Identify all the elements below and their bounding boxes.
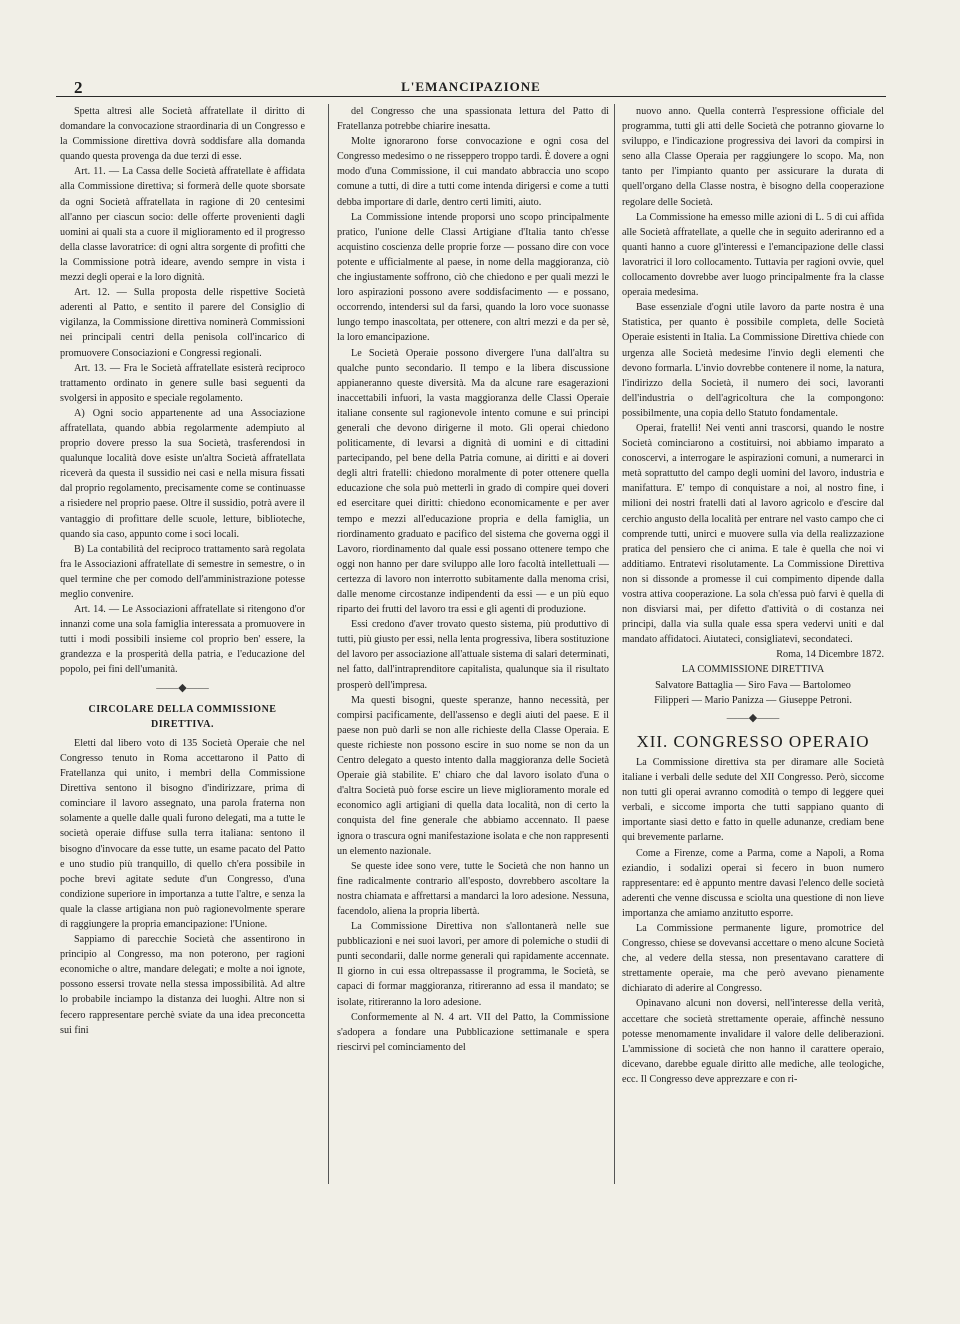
column-divider	[328, 104, 329, 1184]
page-header	[56, 76, 886, 97]
paragraph: La Commissione Direttiva non s'allontanerà nelle sue pubblicazioni e nei suoi lavori, per amore di polemiche o studii di punti secondarii, dalle norme generali qui rapidamente accennate. Il giorno in cui essa oltrepassasse il programma, le Società, se capaci di formar maggioranza, ritireranno ad essa il mandato; se isolate, ritireranno la loro adesione.	[337, 921, 609, 1008]
paragraph: Opinavano alcuni non doversi, nell'interesse della verità, accettare che società strettamente operaie, affinchè nessuno potesse menomamente invalidare il valore delle deliberazioni. L'ammissione di società che non hanno il carattere operaio, dicevano, darebbe eguale diritto alle mediche, alle teologiche, ecc. Il Congresso deve apprezzare e con ri-	[622, 998, 884, 1085]
signature-names: Filipperi — Mario Panizza — Giuseppe Petroni.	[654, 694, 852, 706]
paragraph: La Commissione intende proporsi uno scopo principalmente pratico, l'unione delle Classi Artigiane d'Italia tanto ch'esse acquistino coscienza delle proprie forze — possano dire con voce potente e ufficialmente al paese, in nome della maggioranza, ciò che ingiustamente soffrono, ciò che chiedono e per quali mezzi le loro aspirazioni possono avere soddisfacimento — e possano, occorrendo, intendersi sul da farsi, quando la loro voce suonasse lungo tempo inascoltata, per ottenere, con altri mezzi e da per sè, la loro emancipazione.	[337, 211, 609, 344]
section-heading: XII. CONGRESSO OPERAIO	[636, 731, 870, 751]
paragraph: nuovo anno. Quella conterrà l'espressione officiale del programma, tutti gli atti delle Società che potranno giovarne lo sviluppo, e l'indicazione progressiva dei lavori da compirsi in seno alla Classe Operaia per raggiungere lo scopo. Ma, non tanto per l'impianto quanto per assicurare la durata di quell'organo della Classe nostra, è bisogno della cooperazione regolare delle Società.	[622, 106, 884, 208]
column-2	[337, 104, 609, 1204]
paragraph: La Commissione ha emesso mille azioni di L. 5 di cui affida alle Società affratellate, a quelle che in seguito aderiranno ed a quanti hanno a cuore gl'interessi e l'emancipazione delle classi lavoratrici il loro collocamento. Tuttavia per ragioni ovvie, quel collocamento dovrebbe aver luogo principalmente fra la classe operaia medesima.	[622, 211, 884, 299]
paragraph: La Commissione direttiva sta per diramare alle Società italiane i verbali delle sedute del XII Congresso. Però, siccome non tutti gli operai avranno comodità o tempo di leggere quei verbali, e siccome importa che tutti sappiano quanto di importante siasi detto e fatto in quelle adunanze, crediam bene qui brevemente parlarne.	[622, 756, 884, 844]
paragraph: del Congresso che una spassionata lettura del Patto di Fratellanza potrebbe chiarire inesatta.	[337, 106, 609, 133]
paragraph: Come a Firenze, come a Parma, come a Napoli, a Roma eziandio, i sodalizi operai si fecero in buon numero rappresentare: ed è appunto mentre davasi l'elenco delle società aderenti che venne discussa e sciolta una questione di non lieve importanza che amiamo anzitutto esporre.	[622, 847, 884, 919]
column-3	[622, 104, 884, 1204]
paragraph: Molte ignorarono forse convocazione e ogni cosa del Congresso medesimo o ne risseppero troppo tardi. È dovere a ogni modo d'una Commissione, il cui mandato abbraccia uno scopo comune a tutti, di dire a tutti come intenda dirigersi e come a tutti debba importare di darle, dentro certi limiti, aiuto.	[337, 136, 609, 208]
paragraph: La Commissione permanente ligure, promotrice del Congresso, chiese se dovevansi accettare o meno alcune Società che, al vedere della stessa, non presentavano carattere di strettamente operaie, ma che però avevano pienamente dichiarato di aderire al Congresso.	[622, 922, 884, 995]
paragraph: Le Società Operaie possono divergere l'una dall'altra su qualche punto secondario. Il tempo e la libera discussione appianeranno queste diversità. Ma da alcune rare esagerazioni inaccettabili infuori, la vasta maggioranza delle Classi Operaie italiane consente sul ragionevole intento comune e sui principi generali che devono dirigerne il moto. Gli operai chiedono politicamente, di levarsi a dignità di uomini e di cittadini partecipando, pel bene della Patria comune, ai diritti e ai doveri degli altri fratelli: chiedono moralmente di poter ottenere quella educazione che sola può metterli in grado di compire quei doveri ed esercitare quei diritti: chiedono economicamente e per aver tempo e mezzi all'educazione propria e della famiglia, un riordinamento graduato e pacifico del sistema che governa oggi il Lavoro, riordinamento dal quale essi possano ottenere tempo che oggi non hanno per dare sviluppo alle loro facoltà intellettuali — certezza di lavoro non interrotto subitamente dalla menoma crisi, dalle menome circostanze indipendenti da essi — e un più equo riparto dei frutti del lavoro tra essi e gli agenti di produzione.	[337, 347, 609, 616]
dateline: Roma, 14 Dicembre 1872.	[776, 649, 884, 661]
column-1	[60, 104, 305, 1204]
paragraph: B) La contabilità del reciproco trattamento sarà regolata fra le Associazioni affratellate di semestre in semestre, o in quel termine che per comodo dell'amministrazione potesse meglio convenire.	[60, 543, 305, 600]
ornament-divider: ——◆——	[156, 681, 209, 694]
paragraph: Spetta altresì alle Società affratellate il diritto di domandare la convocazione straordinaria di un Congresso e la Commissione direttiva dovrà soddisfare alla domanda quando questa provenga da due terzi di esse.	[60, 106, 305, 163]
paragraph: Art. 14. — Le Associazioni affratellate si ritengono d'or innanzi come una sola famiglia interessata a promuovere in tutti i modi possibili insieme col proprio ben' essere, la grandezza e la prosperità della patria, e l'educazione del popolo, pei fini dell'umanità.	[60, 604, 305, 676]
newspaper-title: L'EMANCIPAZIONE	[401, 79, 541, 94]
paragraph: Sappiamo di parecchie Società che assentirono in principio al Congresso, ma non poterono, per ragioni economiche o altre, mandare delegati; e molte a noi ignote, possono essersi trovate nella stessa impossibilità. Ad altre lo probabile inciampo la distanza dei luoghi. Altre non si fecero rappresentare perchè sviate da una idea preconcetta sui fini	[60, 934, 305, 1036]
signature-title: LA COMMISSIONE DIRETTIVA	[681, 664, 825, 676]
paragraph: Ma questi bisogni, queste speranze, hanno necessità, per compirsi pacificamente, dell'assenso e degli aiuti del paese. E il paese non può darli se non alle richieste della Classe Operaia. E queste richieste non possono escire in suo nome se non da un Centro delegato a questo intento dalla maggioranza delle Società Operaie già stabilite. E' chiaro che dal lavoro isolato d'una o d'altra Società può forse escire un lieve miglioramento morale ed economico agli artigiani di quella data località, non di certo la conquista del fine generale che abbiamo accennato. Il paese ignora o trascura ogni manifestazione isolata e che non rappresenti un elemento nazionale.	[337, 694, 609, 857]
paragraph: Art. 12. — Sulla proposta delle rispettive Società aderenti al Patto, e sentito il parere del Consiglio di vigilanza, la Commissione direttiva nominerà Commissioni nei principali centri della penisola coll'incarico di promuovere Consociazioni e Congressi regionali.	[60, 287, 305, 359]
column-divider	[614, 104, 615, 1184]
paragraph: Se queste idee sono vere, tutte le Società che non hanno un fine radicalmente contrario all'esposto, dovrebbero ascoltare la nostra chiamata e affrettarsi a mandarci la loro adesione. Nessuna, facendolo, aliena la propria libertà.	[337, 860, 609, 917]
paragraph: Art. 13. — Fra le Società affratellate esisterà reciproco trattamento ordinato in genere sulle basi seguenti da svolgersi in apposito e speciale regolamento.	[60, 362, 305, 404]
paragraph: Conformemente al N. 4 art. VII del Patto, la Commissione s'adopera a fondare una Pubblicazione settimanale e spera riescirvi pel cominciamento del	[337, 1011, 609, 1053]
page-number: 2	[74, 78, 83, 97]
signature-names: Salvatore Battaglia — Siro Fava — Bartolomeo	[655, 679, 851, 691]
paragraph: Eletti dal libero voto di 135 Società Operaie che nel Congresso tenuto in Roma accettarono il Patto di Fratellanza qui unito, i membri della Commissione Direttiva sentono il bisogno d'indirizzare, prima di cominciare il lavoro assegnato, una parola fraterna non solamente a quelle dalle quali furono delegati, ma a tutte le società operaie diffuse sulla terra italiana: sentono il bisogno d'invocare da esse tutte, un esame pacato del Patto e uno studio più tranquillo, di quello ch'era possibile in poche brevi agitate sedute d'un Congresso, d'una condizione superiore in importanza a tutte l'altre, e senza la quale la classe artigiana non può ragionevolmente sperare di raggiungere la propria emancipazione: l'Unione.	[60, 737, 305, 930]
section-heading: CIRCOLARE DELLA COMMISSIONE DIRETTIVA.	[88, 703, 277, 730]
paragraph: Art. 11. — La Cassa delle Società affratellate è affidata alla Commissione direttiva; si formerà delle quote sborsate da ogni Società affratellata in ragione di 20 centesimi all'anno per ciascun socio: delle offerte provenienti dagli uomini ai quali sta a cuore il miglioramento ed il progresso della classe lavoratrice: di ogni altra sorgente di profitti che la Commissione potrà ideare, avendo sempre in vista i mezzi degli operai e la loro dignità.	[60, 166, 305, 284]
paragraph: Operai, fratelli! Nei venti anni trascorsi, quando le nostre Società cominciarono a costituirsi, noi abbiamo imparato a conoscervi, a interrogare le aspirazioni comuni, a numerarci in metà soprattutto del campo degli uomini del lavoro, industria e manifattura. E' tempo di conquistare a noi, al nostro fine, i milioni dei nostri fratelli dati al lavoro agricolo e d'escire dal cerchio angusto della località per entrare nel vasto campo che ci comprende tutti, unirci e muovere sulla via della realizzazione pratica del pensiero che ci anima. E tale è quella che noi vi additiamo. Entratevi risolutamente. La Commissione Direttiva non si dissonde a promesse il cui compimento dipende dalla vostra attiva cooperazione. La sola ch'essa può farvi è quella di non disviarsi mai, per difetto d'attività o di costanza nei principi, dalla via sulla quale essa spera vedervi uniti e dal mandato affidatoci. Aiutateci, consigliatevi, secondateci.	[622, 422, 884, 646]
paragraph: Base essenziale d'ogni utile lavoro da parte nostra è una Statistica, per quanto è possibile completa, delle Società Operaie esistenti in Italia. La Commissione Direttiva chiede con urgenza alle Società medesime l'invio degli elementi che devono formarla. L'invio dovrebbe contenere il nome, la natura, l'indirizzo della Società, il numero dei soci, lavoranti dell'industria o dell'agricoltura che la compongono: possibilmente, una copia dello Statuto fondamentale.	[622, 302, 884, 419]
paragraph: Essi credono d'aver trovato questo sistema, più produttivo di tutti, più giusto per essi, nella lenta progressiva, libera sostituzione del lavoro per associazione all'attuale sistema di salari determinati, nel fatto, dall'intraprenditore capitalista, qualunque sia il risultato prosperò dell'impresa.	[337, 619, 609, 691]
paragraph: A) Ogni socio appartenente ad una Associazione affratellata, quando abbia regolarmente adempiuto al proprio dovere presso la sua Società, trasferendosi in qualunque località dove esiste un'altra Società affratellata riceverà da questa il sussidio nei casi e nella misura fissati dal proprio regolamento, precisamente come se continuasse a risiedere nel proprio paese. Oltre il sussidio, potrà avere il vantaggio di profittare delle scuole, letture, biblioteche, quando sia caso, appunto come i soci locali.	[60, 407, 305, 540]
ornament-divider: ——◆——	[726, 711, 780, 724]
